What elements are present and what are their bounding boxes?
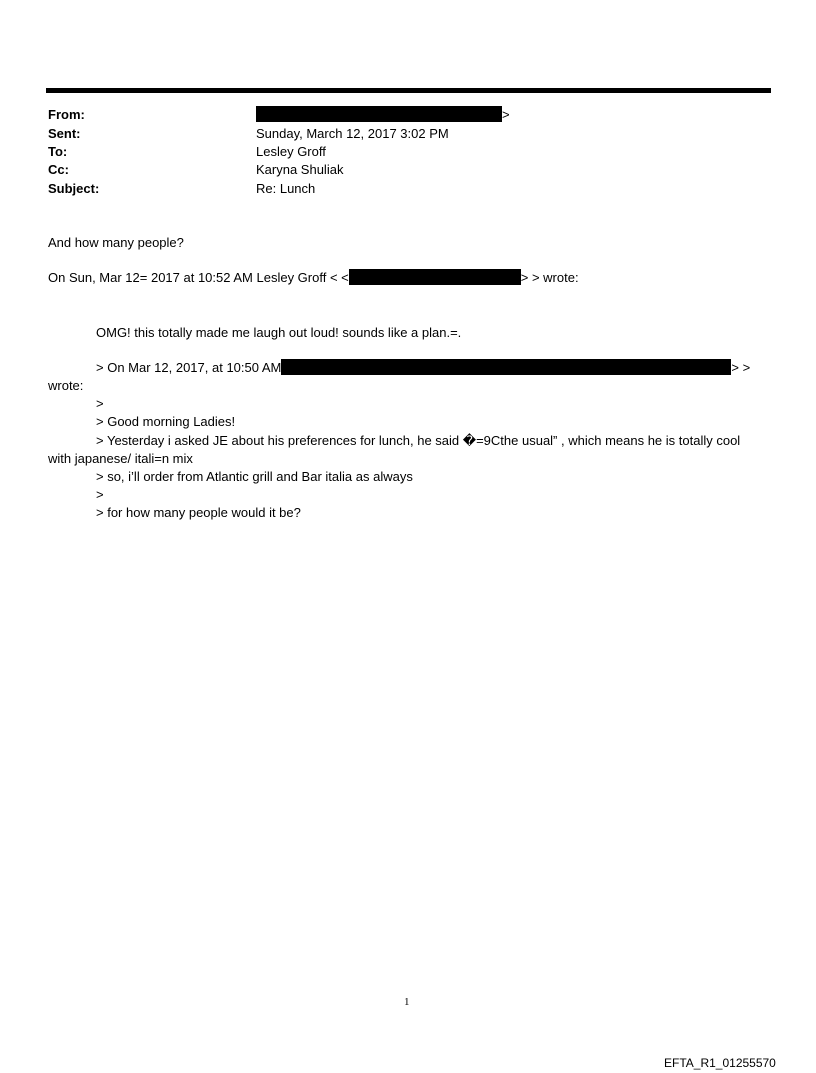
body-line: And how many people? xyxy=(48,235,184,250)
from-suffix: > xyxy=(502,107,510,122)
quoted-line: wrote: xyxy=(48,378,84,393)
quoted-line: with japanese/ itali=n mix xyxy=(48,451,193,466)
quoted-attribution-prefix: > On Mar 12, 2017, at 10:50 AM xyxy=(96,360,282,375)
page-number: 1 xyxy=(404,996,410,1008)
quoted-line: > xyxy=(96,487,104,502)
sent-value: Sunday, March 12, 2017 3:02 PM xyxy=(256,126,449,141)
redaction-bar xyxy=(281,359,731,375)
quoted-attribution xyxy=(96,359,750,377)
quoted-line: > Good morning Ladies! xyxy=(96,414,236,429)
subject-value: Re: Lunch xyxy=(256,181,316,196)
redaction-bar xyxy=(256,106,502,122)
from-label: From: xyxy=(48,107,85,122)
quoted-line: > for how many people would it be? xyxy=(96,505,301,520)
cc-label: Cc: xyxy=(48,162,69,177)
document-id: EFTA_R1_01255570 xyxy=(664,1056,776,1070)
to-label: To: xyxy=(48,144,68,159)
from-value xyxy=(256,106,510,124)
header-rule xyxy=(46,88,771,93)
attribution-suffix: > > wrote: xyxy=(520,270,579,285)
quoted-line: > Yesterday i asked JE about his preferences for lunch, he said �=9Cthe usual” , which means he is totally cool xyxy=(96,433,741,448)
quoted-line: OMG! this totally made me laugh out loud! sounds like a plan.=. xyxy=(96,325,462,340)
cc-value: Karyna Shuliak xyxy=(256,162,344,177)
quoted-line: > xyxy=(96,396,104,411)
sent-label: Sent: xyxy=(48,126,81,141)
attribution-prefix: On Sun, Mar 12= 2017 at 10:52 AM Lesley Groff < < xyxy=(48,270,349,285)
quoted-attribution-suffix: > > xyxy=(731,360,751,375)
reply-attribution xyxy=(48,269,579,287)
quoted-line: > so, i’ll order from Atlantic grill and Bar italia as always xyxy=(96,469,413,484)
subject-label: Subject: xyxy=(48,181,100,196)
redaction-bar xyxy=(349,269,521,285)
to-value: Lesley Groff xyxy=(256,144,326,159)
